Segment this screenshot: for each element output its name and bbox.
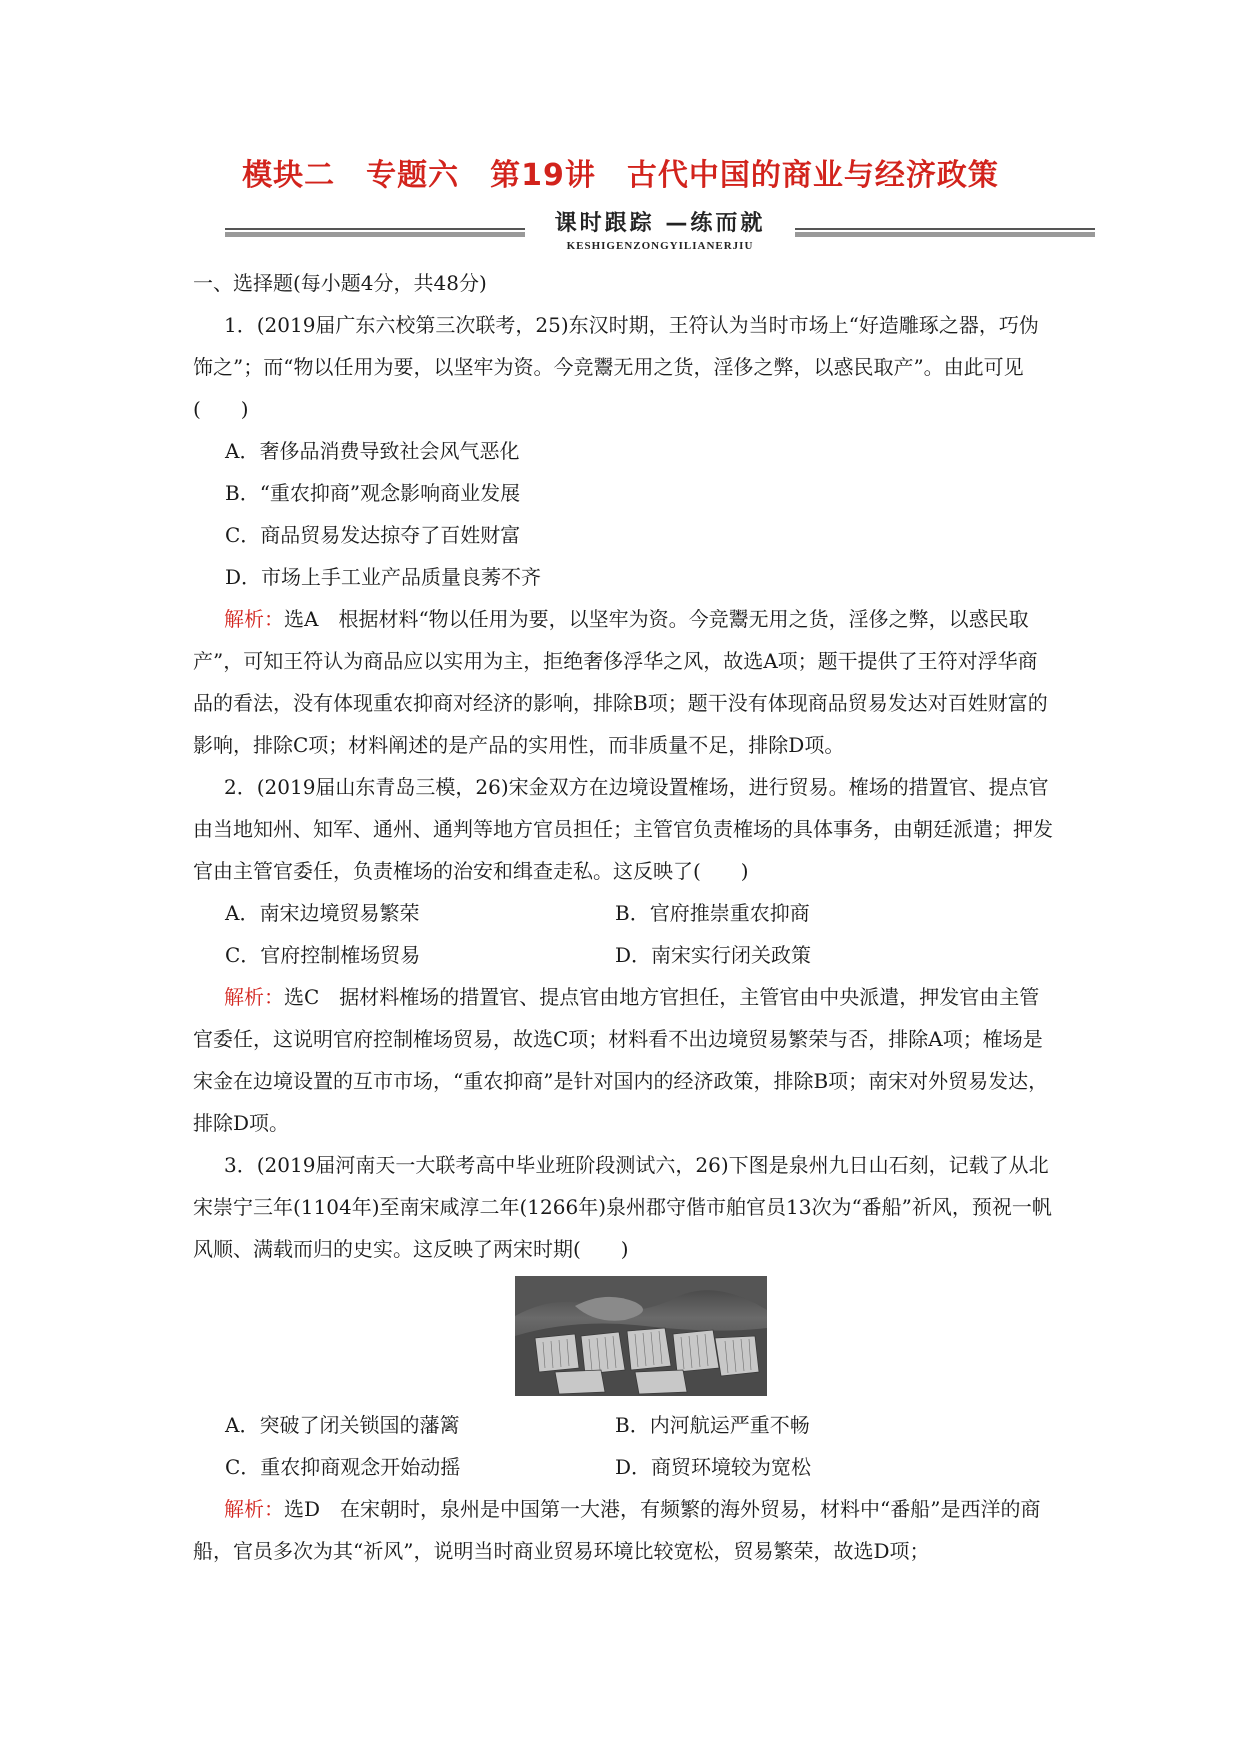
- analysis-label: 解析：: [224, 607, 284, 631]
- question-2-option-d: D．南宋实行闭关政策: [615, 943, 812, 967]
- question-1-option-a: A．奢侈品消费导致社会风气恶化: [225, 439, 520, 463]
- question-1-stem: 1．(2019届广东六校第三次联考，25)东汉时期，王符认为当时市场上“好造雕琢之器，巧伪饰之”；而“物以任用为要，以坚牢为资。今竞鬻无用之货，淫侈之弊，以惑民取产”。由此可见( ): [193, 313, 1039, 421]
- question-2-option-b: B．官府推崇重农抑商: [615, 901, 810, 925]
- question-1-option-b: B．“重农抑商”观念影响商业发展: [225, 481, 521, 505]
- question-3-option-b: B．内河航运严重不畅: [615, 1413, 810, 1437]
- question-2-option-c: C．官府控制榷场贸易: [225, 943, 421, 967]
- question-3-stem: 3．(2019届河南天一大联考高中毕业班阶段测试六，26)下图是泉州九日山石刻，记载了从北宋崇宁三年(1104年)至南宋咸淳二年(1266年)泉州郡守偕市舶官员13次为“番船”祈风，预祝一帆风顺、满载而归的史实。这反映了两宋时期( ): [193, 1153, 1052, 1261]
- analysis-text: 选A 根据材料“物以任用为要，以坚牢为资。今竞鬻无用之货，淫侈之弊，以惑民取产”，可知王符认为商品应以实用为主，拒绝奢侈浮华之风，故选A项；题干提供了王符对浮华商品的看法，没有体现重农抑商对经济的影响，排除B项；题干没有体现商品贸易发达对百姓财富的影响，排除C项；材料阐述的是产品的实用性，而非质量不足，排除D项。: [193, 607, 1048, 757]
- analysis-text: 选C 据材料榷场的措置官、提点官由地方官担任，主管官由中央派遣，押发官由主管官委任，这说明官府控制榷场贸易，故选C项；材料看不出边境贸易繁荣与否，排除A项；榷场是宋金在边境设置的互市市场，“重农抑商”是针对国内的经济政策，排除B项；南宋对外贸易发达，排除D项。: [193, 985, 1049, 1135]
- section-heading: 一、选择题(每小题4分，共48分): [193, 271, 487, 295]
- question-2-analysis: [193, 976, 1053, 1144]
- question-2-options-row-2: [193, 934, 1053, 976]
- question-1-option-d: D．市场上手工业产品质量良莠不齐: [225, 565, 542, 589]
- question-3-options-row-1: [193, 1404, 1053, 1446]
- question-1-analysis: [193, 598, 1053, 766]
- section-banner: [225, 210, 1095, 254]
- stone-inscription-photo: [515, 1276, 767, 1396]
- analysis-text: 选D 在宋朝时，泉州是中国第一大港，有频繁的海外贸易，材料中“番船”是西洋的商船，官员多次为其“祈风”，说明当时商业贸易环境比较宽松，贸易繁荣，故选D项；: [193, 1497, 1041, 1563]
- question-2-options-row-1: [193, 892, 1053, 934]
- banner-pinyin: KESHIGENZONGYILIANERJIU: [566, 240, 754, 252]
- question-2-option-a: A．南宋边境贸易繁荣: [225, 901, 420, 925]
- question-3-options-row-2: [193, 1446, 1053, 1488]
- question-3-option-a: A．突破了闭关锁国的藩篱: [225, 1413, 460, 1437]
- question-3-analysis: [193, 1488, 1053, 1572]
- banner-rule-left: [225, 228, 525, 237]
- analysis-label: 解析：: [224, 985, 284, 1009]
- banner-label: 课时跟踪 —练而就: [554, 211, 766, 236]
- banner-rule-right: [795, 228, 1095, 237]
- question-3-option-c: C．重农抑商观念开始动摇: [225, 1455, 461, 1479]
- analysis-label: 解析：: [224, 1497, 284, 1521]
- question-1-option-c: C．商品贸易发达掠夺了百姓财富: [225, 523, 521, 547]
- question-3-option-d: D．商贸环境较为宽松: [615, 1455, 812, 1479]
- question-content: [193, 262, 1053, 1572]
- page-title: 模块二 专题六 第19讲 古代中国的商业与经济政策: [242, 158, 999, 193]
- question-2-stem: 2．(2019届山东青岛三模，26)宋金双方在边境设置榷场，进行贸易。榷场的措置官、提点官由当地知州、知军、通州、通判等地方官员担任；主管官负责榷场的具体事务，由朝廷派遣；押发官由主管官委任，负责榷场的治安和缉查走私。这反映了( ): [193, 775, 1053, 883]
